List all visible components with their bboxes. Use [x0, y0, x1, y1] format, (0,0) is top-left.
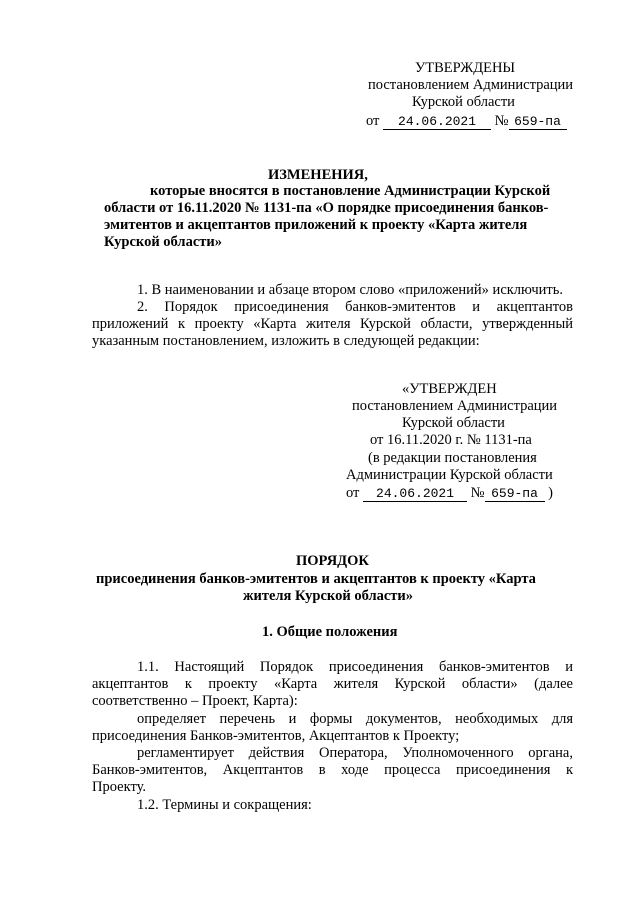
item-2-line-1: 2. Порядок присоединения банков-эмитентов и акцептантов — [137, 299, 573, 315]
body-line-1: 1.1. Настоящий Порядок присоединения банков-эмитентов и — [137, 659, 573, 675]
approval2-line-6: Администрации Курской области — [346, 467, 553, 483]
item-2-line-2: приложений к проекту «Карта жителя Курской области, утвержденный — [92, 316, 573, 332]
approval2-title: «УТВЕРЖДЕН — [402, 381, 497, 397]
approval-line-2: постановлением Администрации — [368, 77, 574, 93]
body-line-5: присоединения Банков-эмитентов, Акцептантов к Проекту; — [92, 728, 460, 744]
order-subtitle-1: присоединения банков-эмитентов и акцептантов к проекту «Карта — [96, 571, 536, 587]
approval-ot: от — [366, 113, 380, 129]
approval2-close: ) — [548, 485, 553, 501]
approval2-date-line — [346, 485, 553, 502]
order-title: ПОРЯДОК — [296, 553, 369, 569]
body-line-4: определяет перечень и формы документов, необходимых для — [137, 711, 573, 727]
approval-date: 24.06.2021 — [383, 114, 491, 130]
approval2-line-4: от 16.11.2020 г. № 1131-па — [370, 432, 532, 448]
order-subtitle-2: жителя Курской области» — [243, 588, 414, 604]
body-line-7: Банков-эмитентов, Акцептантов в ходе процесса присоединения к — [92, 762, 573, 778]
approval2-number: 659-па — [485, 486, 545, 502]
approval-number: 659-па — [509, 114, 567, 130]
approval2-line-2: постановлением Администрации — [352, 398, 558, 414]
changes-subtitle-1: которые вносятся в постановление Администрации Курской — [150, 183, 551, 199]
approval2-line-3: Курской области — [402, 415, 505, 431]
section-heading: 1. Общие положения — [262, 624, 398, 640]
body-line-8: Проекту. — [92, 779, 147, 795]
approval2-num-sign: № — [470, 485, 485, 501]
approval-line-3: Курской области — [412, 94, 515, 110]
changes-title: ИЗМЕНЕНИЯ, — [268, 167, 368, 183]
changes-subtitle-3: эмитентов и акцептантов приложений к проекту «Карта жителя — [104, 217, 528, 233]
item-2-line-3: указанным постановлением, изложить в следующей редакции: — [92, 333, 480, 349]
body-line-9: 1.2. Термины и сокращения: — [137, 797, 312, 813]
approval2-date: 24.06.2021 — [363, 486, 467, 502]
changes-subtitle-2: области от 16.11.2020 № 1131-па «О порядке присоединения банков- — [104, 200, 549, 216]
approval2-line-5: (в редакции постановления — [368, 450, 537, 466]
item-1: 1. В наименовании и абзаце втором слово «приложений» исключить. — [137, 282, 563, 298]
body-line-2: акцептантов к проекту «Карта жителя Курской области» (далее — [92, 676, 573, 692]
body-line-3: соответственно – Проект, Карта): — [92, 693, 298, 709]
approval2-ot: от — [346, 485, 360, 501]
approval-date-line — [366, 113, 567, 130]
changes-subtitle-4: Курской области» — [104, 234, 222, 250]
approval-title: УТВЕРЖДЕНЫ — [415, 60, 516, 76]
approval-num-sign: № — [494, 113, 509, 129]
body-line-6: регламентирует действия Оператора, Уполномоченного органа, — [137, 745, 573, 761]
